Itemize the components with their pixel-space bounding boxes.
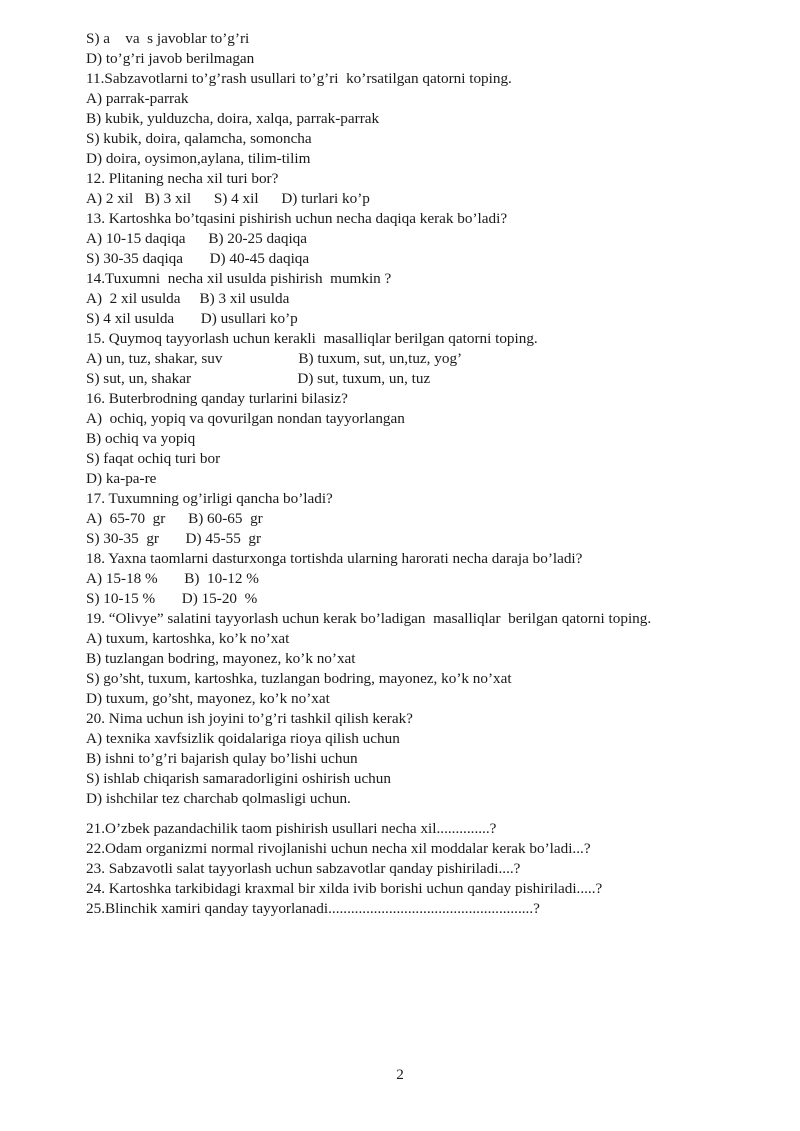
- text-line: A) 2 xil B) 3 xil S) 4 xil D) turlari ko’p: [86, 190, 370, 207]
- text-line: S) kubik, doira, qalamcha, somoncha: [86, 130, 312, 147]
- text-line: S) 30-35 daqiqa D) 40-45 daqiqa: [86, 250, 310, 267]
- text-line: 12. Plitaning necha xil turi bor?: [86, 170, 279, 187]
- text-line: S) a va s javoblar to’g’ri: [86, 30, 250, 47]
- text-line: B) ishni to’g’ri bajarish qulay bo’lishi uchun: [86, 750, 358, 767]
- text-line: D) to’g’ri javob berilmagan: [86, 50, 255, 67]
- text-line: A) 15-18 % B) 10-12 %: [86, 570, 259, 587]
- text-line: A) ochiq, yopiq va qovurilgan nondan tayyorlangan: [86, 410, 405, 427]
- text-line: A) 2 xil usulda B) 3 xil usulda: [86, 290, 290, 307]
- text-line: 19. “Olivye” salatini tayyorlash uchun kerak bo’ladigan masalliqlar berilgan qatorni toping.: [86, 610, 652, 627]
- text-line: 25.Blinchik xamiri qanday tayyorlanadi......................................................?: [86, 900, 540, 917]
- text-line: S) 30-35 gr D) 45-55 gr: [86, 530, 262, 547]
- text-line: D) ka-pa-re: [86, 470, 157, 487]
- text-line: B) kubik, yulduzcha, doira, xalqa, parrak-parrak: [86, 110, 380, 127]
- document-body: [86, 29, 776, 919]
- page-number: 2: [396, 1066, 404, 1083]
- text-line: D) tuxum, go’sht, mayonez, ko’k no’xat: [86, 690, 330, 707]
- text-line: 16. Buterbrodning qanday turlarini bilasiz?: [86, 390, 348, 407]
- text-line: D) ishchilar tez charchab qolmasligi uchun.: [86, 790, 351, 807]
- text-line: A) un, tuz, shakar, suv B) tuxum, sut, un,tuz, yog’: [86, 350, 463, 367]
- text-line: S) sut, un, shakar D) sut, tuxum, un, tuz: [86, 370, 431, 387]
- text-line: 20. Nima uchun ish joyini to’g’ri tashkil qilish kerak?: [86, 710, 413, 727]
- text-line: A) texnika xavfsizlik qoidalariga rioya qilish uchun: [86, 730, 400, 747]
- text-line: S) ishlab chiqarish samaradorligini oshirish uchun: [86, 770, 391, 787]
- text-line: 17. Tuxumning og’irligi qancha bo’ladi?: [86, 490, 333, 507]
- text-line: B) tuzlangan bodring, mayonez, ko’k no’xat: [86, 650, 356, 667]
- text-line: S) go’sht, tuxum, kartoshka, tuzlangan bodring, mayonez, ko’k no’xat: [86, 670, 512, 687]
- text-line: D) doira, oysimon,aylana, tilim-tilim: [86, 150, 311, 167]
- text-line: S) 4 xil usulda D) usullari ko’p: [86, 310, 298, 327]
- text-line: 22.Odam organizmi normal rivojlanishi uchun necha xil moddalar kerak bo’ladi...?: [86, 840, 591, 857]
- text-line: 18. Yaxna taomlarni dasturxonga tortishda ularning harorati necha daraja bo’ladi?: [86, 550, 583, 567]
- text-line: S) faqat ochiq turi bor: [86, 450, 221, 467]
- text-line: 24. Kartoshka tarkibidagi kraxmal bir xilda ivib borishi uchun qanday pishiriladi.....?: [86, 880, 603, 897]
- text-line: 15. Quymoq tayyorlash uchun kerakli masalliqlar berilgan qatorni toping.: [86, 330, 538, 347]
- text-line: A) 65-70 gr B) 60-65 gr: [86, 510, 263, 527]
- text-line: A) parrak-parrak: [86, 90, 189, 107]
- text-line: A) 10-15 daqiqa B) 20-25 daqiqa: [86, 230, 308, 247]
- text-line: 14.Tuxumni necha xil usulda pishirish mumkin ?: [86, 270, 392, 287]
- text-line: 13. Kartoshka bo’tqasini pishirish uchun necha daqiqa kerak bo’ladi?: [86, 210, 508, 227]
- text-line: 21.O’zbek pazandachilik taom pishirish usullari necha xil..............?: [86, 820, 497, 837]
- spacer: [86, 809, 776, 819]
- text-line: A) tuxum, kartoshka, ko’k no’xat: [86, 630, 290, 647]
- text-line: 23. Sabzavotli salat tayyorlash uchun sabzavotlar qanday pishiriladi....?: [86, 860, 521, 877]
- text-line: B) ochiq va yopiq: [86, 430, 196, 447]
- text-line: S) 10-15 % D) 15-20 %: [86, 590, 258, 607]
- text-line: 11.Sabzavotlarni to’g’rash usullari to’g’ri ko’rsatilgan qatorni toping.: [86, 70, 512, 87]
